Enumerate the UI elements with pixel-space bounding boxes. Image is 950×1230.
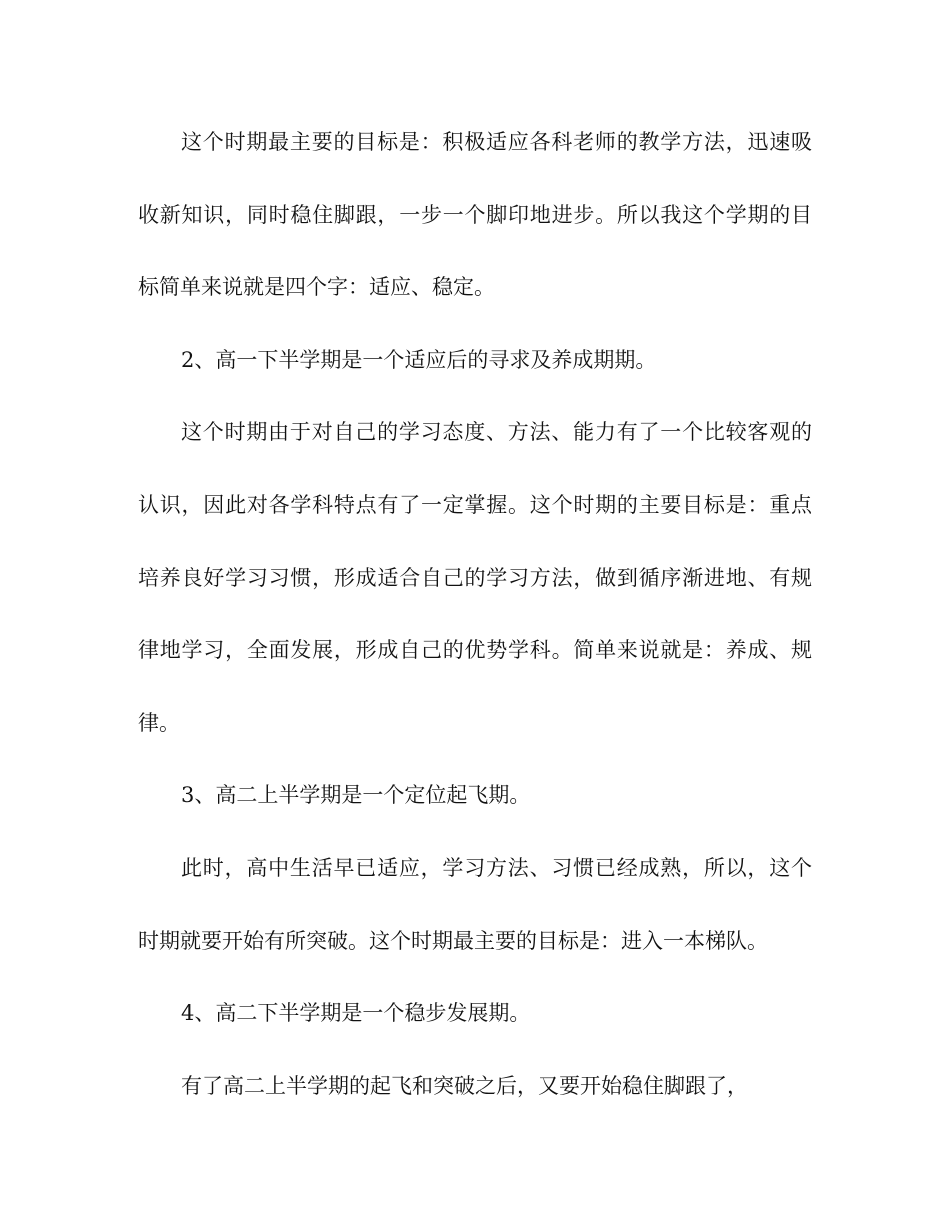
paragraph-line: 标简单来说就是四个字：适应、稳定。 bbox=[138, 275, 495, 300]
paragraph-line: 律地学习，全面发展，形成自己的优势学科。简单来说就是：养成、规 bbox=[138, 638, 812, 663]
paragraph-line: 这个时期最主要的目标是：积极适应各科老师的教学方法，迅速吸 bbox=[181, 130, 812, 154]
paragraph-line: 此时，高中生活早已适应，学习方法、习惯已经成熟，所以，这个 bbox=[181, 855, 812, 880]
paragraph-line: 这个时期由于对自己的学习态度、方法、能力有了一个比较客观的 bbox=[181, 420, 812, 445]
section-heading: 4、高二下半学期是一个稳步发展期。 bbox=[181, 1001, 531, 1026]
paragraph-line: 培养良好学习习惯，形成适合自己的学习方法，做到循序渐进地、有规 bbox=[138, 565, 812, 590]
paragraph-line: 时期就要开始有所突破。这个时期最主要的目标是：进入一本梯队。 bbox=[138, 928, 768, 953]
paragraph-line: 律。 bbox=[138, 710, 180, 735]
paragraph-line: 有了高二上半学期的起飞和突破之后，又要开始稳住脚跟了， bbox=[181, 1073, 748, 1098]
section-heading: 3、高二上半学期是一个定位起飞期。 bbox=[181, 783, 531, 808]
paragraph-line: 收新知识，同时稳住脚跟，一步一个脚印地进步。所以我这个学期的目 bbox=[138, 202, 812, 227]
section-heading: 2、高一下半学期是一个适应后的寻求及养成期期。 bbox=[181, 347, 657, 372]
document-body bbox=[138, 120, 812, 1136]
paragraph-line: 认识，因此对各学科特点有了一定掌握。这个时期的主要目标是：重点 bbox=[138, 492, 812, 517]
